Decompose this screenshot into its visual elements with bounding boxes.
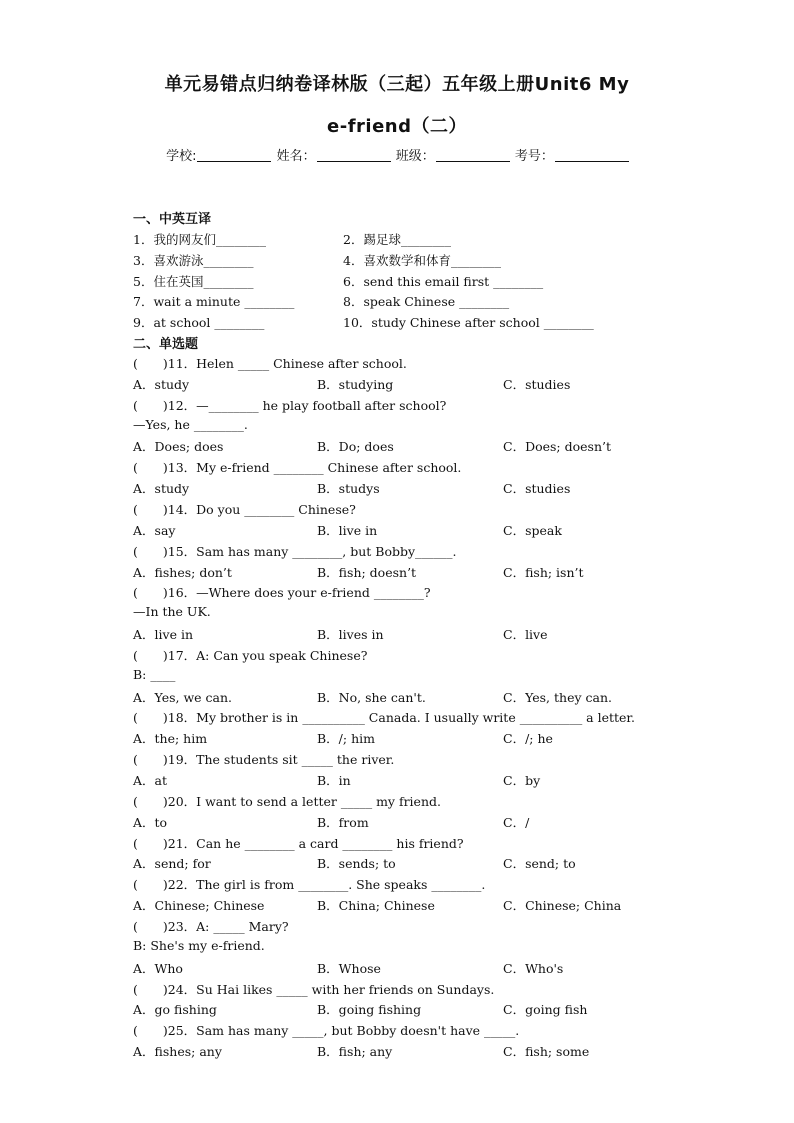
answer-option[interactable]: A．say (133, 523, 176, 538)
exam-number-blank[interactable] (555, 149, 629, 162)
question-stem: ( )16．—Where does your e-friend ________? (133, 585, 431, 600)
answer-option[interactable]: B．/; him (317, 731, 375, 746)
question-dialogue-line: —Yes, he ________. (133, 417, 248, 432)
answer-options (133, 688, 693, 708)
answer-options (133, 479, 693, 499)
answer-options (133, 813, 693, 833)
answer-options (133, 854, 693, 874)
answer-options (133, 771, 693, 791)
translation-row (133, 292, 693, 312)
answer-option[interactable]: C．fish; isn’t (503, 565, 584, 580)
question-stem: ( )23．A: _____ Mary? (133, 919, 289, 934)
answer-option[interactable]: B．studying (317, 377, 394, 392)
question-stem: ( )14．Do you ________ Chinese? (133, 502, 356, 517)
translation-item: 5．住在英国________ (133, 274, 254, 289)
answer-option[interactable]: C．/ (503, 815, 530, 830)
answer-options (133, 1042, 693, 1062)
answer-options (133, 729, 693, 749)
translation-item: 7．wait a minute ________ (133, 294, 295, 309)
answer-option[interactable]: B．fish; doesn’t (317, 565, 417, 580)
question-stem: ( )11．Helen _____ Chinese after school. (133, 356, 407, 371)
answer-option[interactable]: B．going fishing (317, 1002, 422, 1017)
translation-item: 3．喜欢游泳________ (133, 253, 254, 268)
answer-option[interactable]: C．Who's (503, 961, 564, 976)
translation-row (133, 313, 693, 333)
question-stem: ( )13．My e-friend ________ Chinese after school. (133, 460, 462, 475)
translation-item: 1．我的网友们________ (133, 232, 266, 247)
answer-option[interactable]: B．sends; to (317, 856, 396, 871)
answer-option[interactable]: C．going fish (503, 1002, 588, 1017)
answer-options (133, 959, 693, 979)
translation-item: 8．speak Chinese ________ (343, 294, 510, 309)
answer-option[interactable]: B．Do; does (317, 439, 394, 454)
answer-options (133, 625, 693, 645)
answer-option[interactable]: A．fishes; any (133, 1044, 222, 1059)
student-info-line (0, 145, 794, 164)
answer-options (133, 437, 693, 457)
answer-option[interactable]: A．to (133, 815, 168, 830)
answer-option[interactable]: A．the; him (133, 731, 208, 746)
name-label: 姓名： (276, 149, 316, 164)
translation-item: 10．study Chinese after school ________ (343, 315, 594, 330)
document-title-line1: 单元易错点归纳卷译林版（三起）五年级上册Unit6 My (164, 74, 630, 95)
document-title-line2: e-friend（二） (327, 116, 467, 137)
answer-option[interactable]: B．fish; any (317, 1044, 393, 1059)
question-dialogue-line: B: She's my e-friend. (133, 938, 265, 953)
question-stem: ( )12．—________ he play football after school? (133, 398, 447, 413)
answer-option[interactable]: B．Whose (317, 961, 381, 976)
translation-row (133, 230, 693, 250)
translation-item: 4．喜欢数学和体育________ (343, 253, 501, 268)
answer-option[interactable]: B．China; Chinese (317, 898, 435, 913)
section2-heading: 二、单选题 (133, 337, 199, 352)
answer-option[interactable]: A．go fishing (133, 1002, 217, 1017)
class-blank[interactable] (436, 149, 510, 162)
translation-row (133, 272, 693, 292)
answer-option[interactable]: C．/; he (503, 731, 553, 746)
answer-option[interactable]: A．study (133, 481, 190, 496)
school-blank[interactable] (197, 149, 271, 162)
question-dialogue-line: B: ____ (133, 667, 176, 682)
question-dialogue-line: —In the UK. (133, 604, 211, 619)
answer-option[interactable]: B．studys (317, 481, 380, 496)
answer-option[interactable]: C．studies (503, 481, 571, 496)
answer-option[interactable]: B．lives in (317, 627, 384, 642)
answer-option[interactable]: C．fish; some (503, 1044, 590, 1059)
question-stem: ( )21．Can he ________ a card ________ his friend? (133, 836, 464, 851)
answer-option[interactable]: A．Who (133, 961, 183, 976)
answer-option[interactable]: C．studies (503, 377, 571, 392)
question-stem: ( )20．I want to send a letter _____ my friend. (133, 794, 441, 809)
class-label: 班级： (395, 149, 435, 164)
question-stem: ( )19．The students sit _____ the river. (133, 752, 395, 767)
answer-option[interactable]: B．live in (317, 523, 378, 538)
answer-options (133, 563, 693, 583)
answer-options (133, 521, 693, 541)
answer-option[interactable]: A．Chinese; Chinese (133, 898, 265, 913)
question-stem: ( )15．Sam has many ________, but Bobby______. (133, 544, 457, 559)
translation-item: 6．send this email first ________ (343, 274, 544, 289)
answer-option[interactable]: A．Does; does (133, 439, 224, 454)
answer-option[interactable]: C．Yes, they can. (503, 690, 612, 705)
answer-option[interactable]: C．Chinese; China (503, 898, 622, 913)
answer-option[interactable]: A．at (133, 773, 168, 788)
answer-option[interactable]: A．send; for (133, 856, 211, 871)
translation-row (133, 251, 693, 271)
answer-option[interactable]: B．No, she can't. (317, 690, 426, 705)
question-stem: ( )22．The girl is from ________. She speaks ________. (133, 877, 486, 892)
answer-option[interactable]: A．Yes, we can. (133, 690, 232, 705)
question-stem: ( )25．Sam has many _____, but Bobby doesn't have _____. (133, 1023, 520, 1038)
exam-number-label: 考号： (514, 149, 554, 164)
section1-heading: 一、中英互译 (133, 212, 212, 227)
question-stem: ( )24．Su Hai likes _____ with her friends on Sundays. (133, 982, 495, 997)
question-stem: ( )18．My brother is in __________ Canada. I usually write __________ a letter. (133, 710, 636, 725)
answer-options (133, 375, 693, 395)
answer-options (133, 896, 693, 916)
answer-option[interactable]: A．study (133, 377, 190, 392)
question-stem: ( )17．A: Can you speak Chinese? (133, 648, 368, 663)
answer-option[interactable]: C．send; to (503, 856, 576, 871)
answer-option[interactable]: B．from (317, 815, 369, 830)
answer-option[interactable]: C．Does; doesn’t (503, 439, 611, 454)
answer-option[interactable]: A．live in (133, 627, 194, 642)
answer-options (133, 1000, 693, 1020)
answer-option[interactable]: C．live (503, 627, 548, 642)
answer-option[interactable]: A．fishes; don’t (133, 565, 232, 580)
name-blank[interactable] (317, 149, 391, 162)
answer-option[interactable]: B．in (317, 773, 351, 788)
translation-item: 9．at school ________ (133, 315, 265, 330)
school-label: 学校: (166, 149, 197, 164)
translation-item: 2．踢足球________ (343, 232, 451, 247)
answer-option[interactable]: C．by (503, 773, 541, 788)
answer-option[interactable]: C．speak (503, 523, 562, 538)
